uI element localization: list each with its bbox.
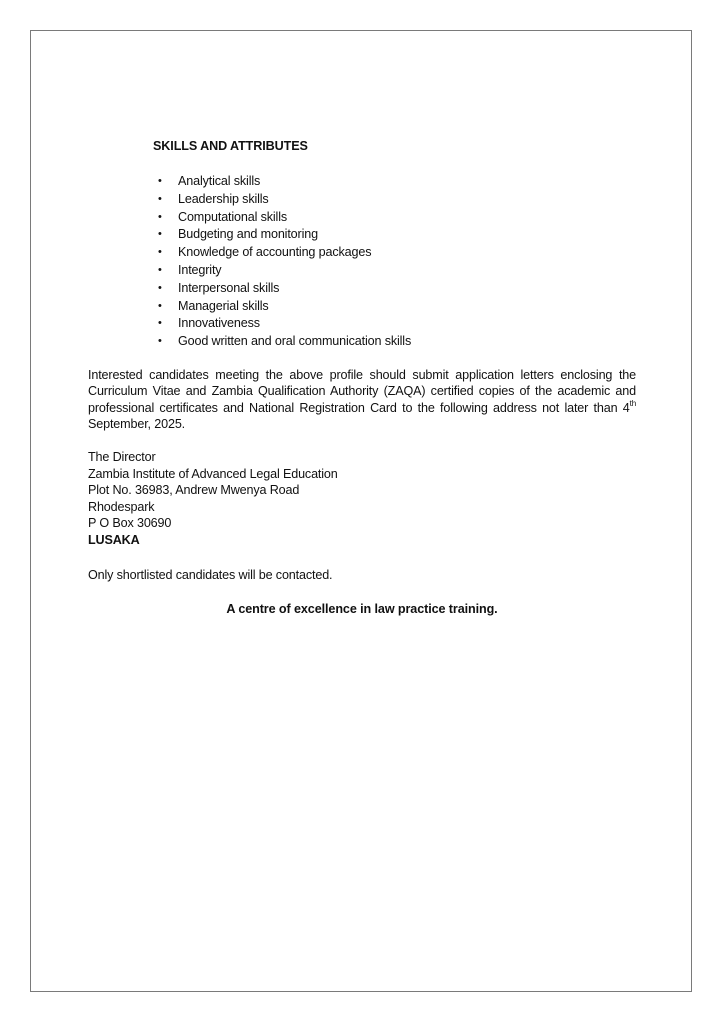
application-instructions (88, 367, 636, 433)
skill-label: Computational skills (178, 209, 287, 224)
bullet-icon: • (158, 210, 162, 223)
list-item (153, 209, 411, 227)
bullet-icon: • (158, 228, 162, 241)
list-item (153, 226, 411, 244)
address-line: Rhodespark (88, 499, 155, 514)
bullet-icon: • (158, 335, 162, 348)
skill-label: Interpersonal skills (178, 280, 280, 295)
list-item (153, 173, 411, 191)
postal-address (88, 449, 338, 549)
address-line: The Director (88, 450, 156, 464)
address-line: Plot No. 36983, Andrew Mwenya Road (88, 483, 300, 498)
skills-heading: SKILLS AND ATTRIBUTES (153, 139, 308, 153)
bullet-icon: • (158, 299, 162, 312)
address-city: LUSAKA (88, 532, 140, 547)
list-item (153, 262, 411, 280)
list-item (153, 315, 411, 333)
skill-label: Budgeting and monitoring (178, 227, 318, 242)
bullet-icon: • (158, 281, 162, 294)
institution-motto: A centre of excellence in law practice training. (226, 602, 498, 616)
date-ordinal-suffix: th (629, 398, 636, 408)
bullet-icon: • (158, 175, 162, 187)
application-text: Interested candidates meeting the above profile should submit application letters enclosing the Curriculum Vitae and Zambia Qualification Authority (ZAQA) certified copies of the academic and professional certificates and National Registration Card to the following address not later than 4 (88, 368, 636, 415)
skill-label: Good written and oral communication skills (178, 334, 412, 349)
bullet-icon: • (158, 192, 162, 205)
skill-label: Integrity (178, 262, 222, 277)
list-item (153, 298, 411, 316)
skill-label: Innovativeness (178, 316, 260, 331)
skill-label: Leadership skills (178, 191, 269, 206)
list-item (153, 191, 411, 209)
bullet-icon: • (158, 246, 162, 259)
address-line: P O Box 30690 (88, 516, 172, 531)
list-item (153, 244, 411, 262)
shortlist-note: Only shortlisted candidates will be contacted. (88, 568, 333, 582)
bullet-icon: • (158, 263, 162, 276)
bullet-icon: • (158, 317, 162, 330)
address-line: Zambia Institute of Advanced Legal Education (88, 466, 338, 481)
skill-label: Managerial skills (178, 298, 269, 313)
list-item (153, 280, 411, 298)
skill-label: Knowledge of accounting packages (178, 245, 372, 260)
list-item (153, 333, 411, 351)
skill-label: Analytical skills (178, 174, 261, 188)
application-date-text: September, 2025. (88, 417, 186, 432)
skills-list (153, 173, 411, 351)
